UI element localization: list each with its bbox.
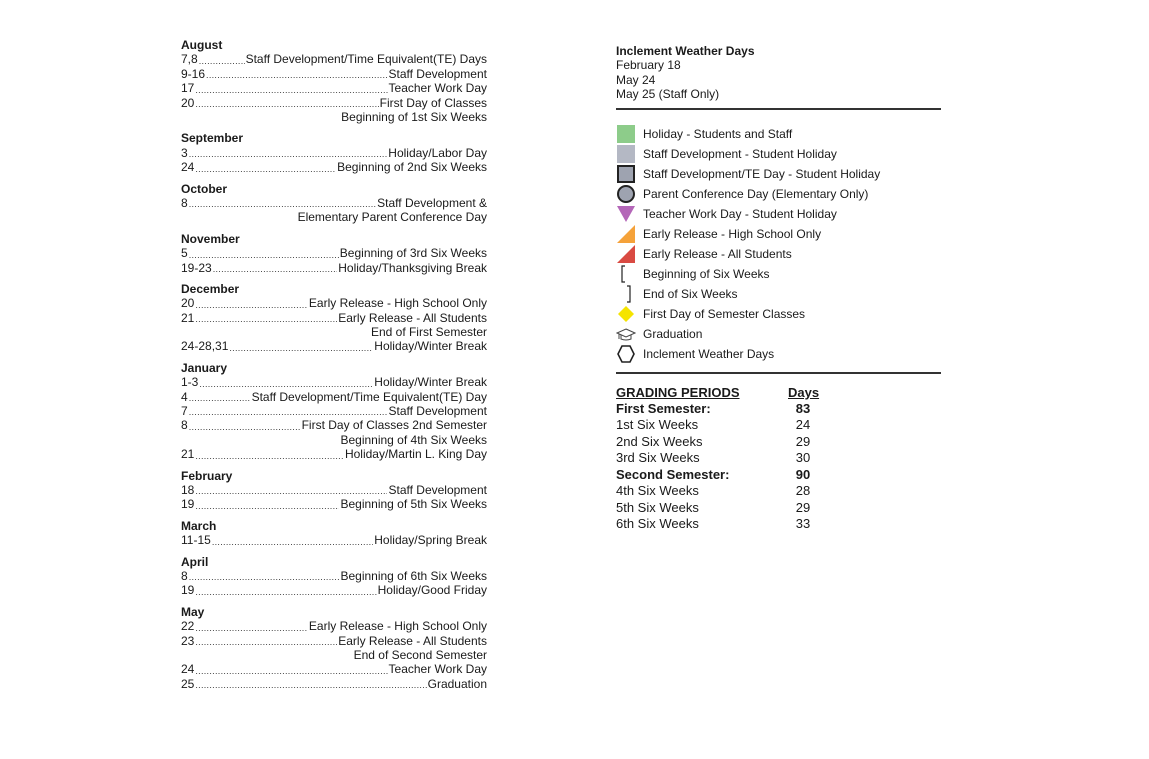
calendar-events [181,38,487,698]
event-row [181,662,487,676]
event-date: 20 [181,95,195,110]
dot-leader [195,163,336,175]
grading-row [616,450,941,467]
event-row [181,447,487,461]
event-text: End of Second Semester [353,647,487,662]
grading-header-row [616,384,941,401]
legend-item [616,304,941,324]
grading-period-name: 5th Six Weeks [616,499,699,515]
event-row [181,583,487,597]
event-row [181,404,487,418]
grading-period-name: 3rd Six Weeks [616,450,700,466]
event-text: Graduation [427,676,487,691]
event-date: 8 [181,418,188,433]
event-date: 9-16 [181,66,206,81]
event-text: Beginning of 3rd Six Weeks [339,246,487,261]
event-text: Holiday/Winter Break [374,339,487,354]
grading-period-days: 28 [795,483,811,499]
inclement-date: May 24 [616,72,656,87]
month-section [181,131,487,174]
dot-leader [189,392,251,404]
event-text: Beginning of 2nd Six Weeks [337,160,487,175]
event-date: 24 [181,160,195,175]
divider [616,108,941,110]
legend-item [616,244,941,264]
event-text: Holiday/Labor Day [388,145,487,160]
dot-leader [195,313,337,325]
legend-item [616,144,941,164]
event-text: Holiday/Winter Break [374,375,487,390]
event-row [181,340,487,354]
event-text: First Day of Classes [379,95,487,110]
legend-label: Beginning of Six Weeks [643,266,770,281]
event-row [181,246,487,260]
grading-period-name: Second Semester: [616,466,730,482]
event-date: 19-23 [181,260,212,275]
month-title: December [181,281,240,296]
event-text: Beginning of 5th Six Weeks [340,497,487,512]
gray-circle-icon [616,185,636,203]
month-title: August [181,38,223,52]
event-date: 7 [181,404,188,419]
inclement-date: February 18 [616,58,681,73]
legend-item [616,124,941,144]
event-row [181,160,487,174]
legend-item [616,164,941,184]
event-row [181,325,487,339]
grading-period-days: 29 [795,433,811,449]
event-row [181,375,487,389]
grading-period-days: 29 [795,499,811,515]
event-date: 11-15 [181,533,211,548]
legend-item [616,344,941,364]
month-section [181,282,487,354]
event-date: 24-28,31 [181,339,229,354]
legend-item [616,204,941,224]
event-row [181,433,487,447]
event-row [181,648,487,662]
green-square-icon [616,125,636,143]
outlined-gray-square-icon [616,165,636,183]
month-title: February [181,468,233,483]
event-row [181,311,487,325]
event-text: Teacher Work Day [388,81,487,96]
event-text: Holiday/Martin L. King Day [344,447,487,462]
legend-label: Staff Development - Student Holiday [643,146,837,161]
legend-label: First Day of Semester Classes [643,306,806,321]
event-date: 3 [181,145,188,160]
month-title: January [181,360,228,375]
event-date: 21 [181,310,195,325]
dot-leader [189,571,340,583]
dot-leader [206,69,387,81]
event-text: Holiday/Thanksgiving Break [338,260,487,275]
legend-label: End of Six Weeks [643,286,738,301]
dot-leader [189,421,301,433]
divider [616,372,941,374]
event-row [181,196,487,210]
event-date: 20 [181,296,195,311]
event-date: 19 [181,583,195,598]
dot-leader [213,263,338,275]
event-date: 23 [181,633,195,648]
legend-label: Graduation [643,326,703,341]
orange-half-triangle-icon [616,225,636,243]
inclement-weather-section [616,44,941,102]
month-section [181,232,487,275]
dot-leader [212,536,373,548]
legend-label: Holiday - Students and Staff [643,126,793,141]
legend-list [616,124,941,364]
event-row [181,96,487,110]
grading-row [616,500,941,517]
month-section [181,361,487,462]
event-date: 19 [181,497,195,512]
event-text: Staff Development/Time Equivalent(TE) Day [251,389,487,404]
grading-period-name: 1st Six Weeks [616,417,699,433]
dot-leader [195,679,426,691]
grading-row [616,401,941,418]
event-date: 22 [181,619,195,634]
event-row [181,497,487,511]
event-row [181,483,487,497]
dot-leader [195,665,387,677]
grading-row [616,417,941,434]
legend-label: Inclement Weather Days [643,346,775,361]
legend-item [616,264,941,284]
grading-period-days: 30 [795,450,811,466]
dot-leader [195,622,308,634]
dot-leader [195,586,376,598]
dot-leader [195,84,387,96]
dot-leader [199,55,245,67]
event-date: 1-3 [181,375,199,390]
event-date: 8 [181,569,188,584]
legend-label: Parent Conference Day (Elementary Only) [643,186,869,201]
event-text: First Day of Classes 2nd Semester [301,418,487,433]
month-section [181,182,487,225]
purple-triangle-icon [616,205,636,223]
event-row [181,110,487,124]
legend-item [616,184,941,204]
month-title: April [181,554,209,569]
event-text: Early Release - High School Only [308,619,487,634]
grading-period-name: 6th Six Weeks [616,516,699,532]
gray-square-icon [616,145,636,163]
event-text: Holiday/Spring Break [374,533,487,548]
event-date: 5 [181,246,188,261]
event-row [181,390,487,404]
event-date: 18 [181,483,195,498]
grading-period-days: 90 [795,466,811,482]
dot-leader [195,450,344,462]
dot-leader [189,198,376,210]
month-title: March [181,518,217,533]
grading-row [616,483,941,500]
dot-leader [195,485,387,497]
event-row [181,81,487,95]
event-row [181,67,487,81]
grading-period-name: First Semester: [616,400,711,416]
legend-label: Teacher Work Day - Student Holiday [643,206,837,221]
event-text: Early Release - All Students [338,310,487,325]
legend-label: Early Release - All Students [643,246,792,261]
event-text: Early Release - High School Only [308,296,487,311]
grading-period-name: 2nd Six Weeks [616,433,703,449]
event-date: 7,8 [181,52,198,67]
dot-leader [189,406,388,418]
legend-label: Staff Development/TE Day - Student Holiday [643,166,881,181]
grading-period-days: 24 [795,417,811,433]
dot-leader [195,98,378,110]
event-row [181,296,487,310]
close-bracket-icon [616,285,636,303]
legend-label: Early Release - High School Only [643,226,822,241]
event-date: 8 [181,195,188,210]
event-text: Staff Development/Time Equivalent(TE) Days [245,52,487,67]
event-text: Beginning of 6th Six Weeks [340,569,487,584]
event-text: Staff Development [388,483,487,498]
event-row [181,146,487,160]
legend-item [616,224,941,244]
event-row [181,569,487,583]
event-date: 17 [181,81,195,96]
dot-leader [229,342,373,354]
dot-leader [195,636,337,648]
event-row [181,418,487,432]
legend-panel [616,44,941,533]
month-title: November [181,231,240,246]
event-text: Early Release - All Students [338,633,487,648]
grading-row [616,467,941,484]
grading-header: GRADING PERIODS [616,384,740,400]
event-row [181,677,487,691]
event-date: 4 [181,389,188,404]
dot-leader [189,249,339,261]
month-title: May [181,604,205,619]
grading-period-days: 83 [795,400,811,416]
dot-leader [195,299,308,311]
grading-period-days: 33 [795,516,811,532]
event-row [181,619,487,633]
grading-period-name: 4th Six Weeks [616,483,699,499]
event-date: 24 [181,662,195,677]
yellow-diamond-icon [616,305,636,323]
month-title: October [181,181,228,196]
event-row [181,634,487,648]
month-section [181,469,487,512]
event-row [181,261,487,275]
graduation-cap-icon [616,325,636,343]
inclement-weather-title: Inclement Weather Days [616,44,755,58]
event-date: 25 [181,676,195,691]
legend-item [616,284,941,304]
event-text: Holiday/Good Friday [377,583,487,598]
inclement-date: May 25 (Staff Only) [616,87,720,102]
grading-periods-table [616,384,941,533]
event-text: Beginning of 4th Six Weeks [340,432,487,447]
month-section [181,38,487,124]
month-section [181,555,487,598]
days-header: Days [788,384,820,400]
event-text: Teacher Work Day [388,662,487,677]
event-text: End of First Semester [370,325,487,340]
hexagon-icon [616,345,636,363]
dot-leader [199,378,373,390]
event-text: Staff Development & [377,195,487,210]
dot-leader [195,500,339,512]
legend-item [616,324,941,344]
open-bracket-icon [616,265,636,283]
month-section [181,519,487,548]
event-row [181,533,487,547]
event-date: 21 [181,447,195,462]
event-row [181,210,487,224]
event-text: Staff Development [388,404,487,419]
month-title: September [181,131,244,146]
event-text: Staff Development [388,66,487,81]
event-row [181,52,487,66]
grading-rows [616,401,941,533]
grading-row [616,516,941,533]
month-section [181,605,487,691]
grading-row [616,434,941,451]
event-text: Beginning of 1st Six Weeks [341,109,487,124]
red-half-triangle-icon [616,245,636,263]
event-text: Elementary Parent Conference Day [297,210,487,225]
dot-leader [189,148,388,160]
